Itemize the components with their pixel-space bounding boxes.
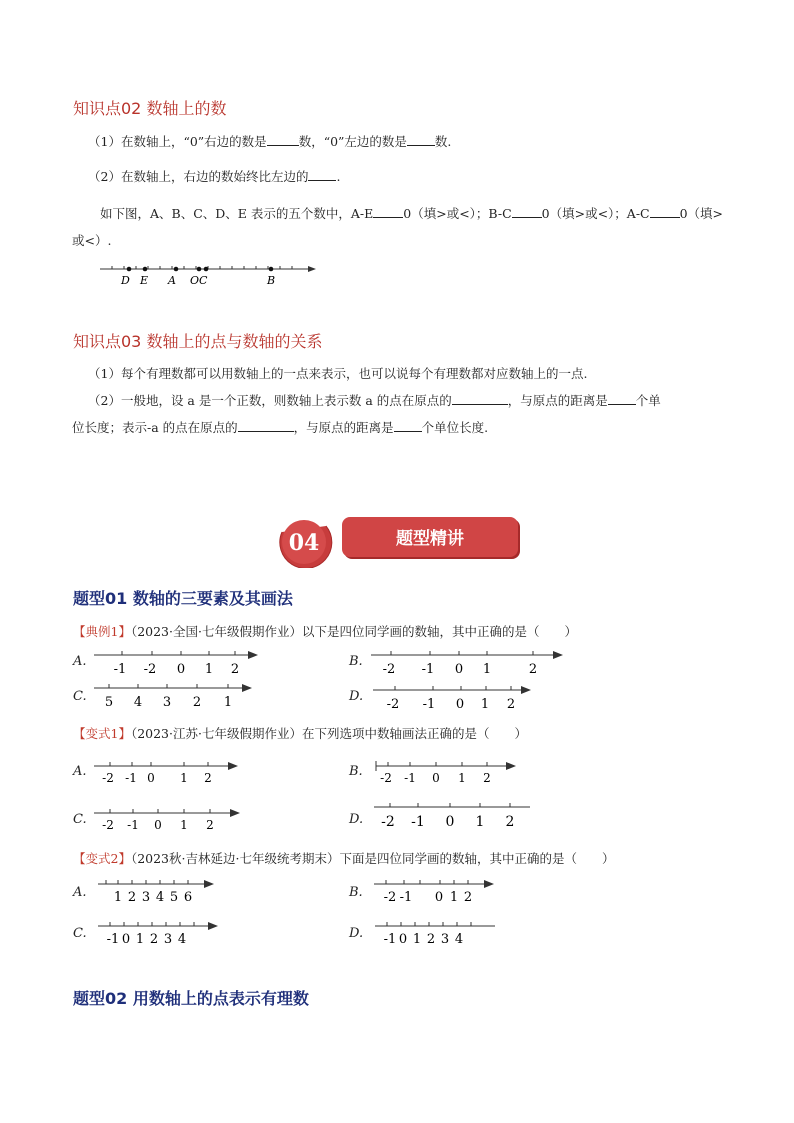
svg-text:4: 4 bbox=[133, 695, 143, 710]
v1-axis-a bbox=[92, 758, 242, 786]
svg-text:1: 1 bbox=[458, 771, 466, 785]
svg-text:-2: -2 bbox=[382, 662, 396, 677]
svg-text:1: 1 bbox=[180, 771, 188, 785]
svg-text:-1: -1 bbox=[127, 818, 139, 832]
label-A: A bbox=[168, 274, 176, 287]
svg-text:1: 1 bbox=[223, 695, 233, 710]
svg-text:3: 3 bbox=[163, 932, 173, 946]
v2-axis-a bbox=[96, 876, 216, 904]
svg-text:4: 4 bbox=[454, 932, 464, 946]
t02-title: 题型02 用数轴上的点表示有理数 bbox=[73, 989, 309, 1008]
svg-text:-1: -1 bbox=[125, 771, 137, 785]
label-C: C bbox=[199, 274, 208, 287]
svg-text:4: 4 bbox=[155, 890, 165, 904]
kp03-line1: （1）每个有理数都可以用数轴上的一点来表示，也可以说每个有理数都对应数轴上的一点. bbox=[88, 366, 588, 381]
kp02-line3: 如下图，A、B、C、D、E 表示的五个数中，A-E 0（填>或<）；B-C 0（填>或<）；A-C 0（填> bbox=[100, 206, 724, 221]
svg-text:1: 1 bbox=[180, 818, 188, 832]
ex1-question: 【典例1】（2023·全国·七年级假期作业）以下是四位同学画的数轴，其中正确的是（ ） bbox=[73, 624, 577, 639]
svg-text:2: 2 bbox=[192, 695, 202, 710]
ex1-axis-c bbox=[92, 680, 264, 710]
v2-opt-d: D. bbox=[349, 926, 364, 941]
svg-text:0: 0 bbox=[154, 818, 162, 832]
v2-opt-a: A. bbox=[73, 885, 87, 900]
v2-question: 【变式2】（2023秋·吉林延边·七年级统考期末）下面是四位同学画的数轴，其中正确的是（ ） bbox=[73, 851, 615, 866]
kp02-title: 知识点02 数轴上的数 bbox=[73, 99, 227, 118]
svg-text:-2: -2 bbox=[383, 890, 397, 904]
svg-text:0: 0 bbox=[432, 771, 440, 785]
svg-text:2: 2 bbox=[528, 662, 538, 677]
kp02-line4: 或<）. bbox=[72, 233, 112, 248]
svg-text:2: 2 bbox=[206, 818, 214, 832]
svg-text:-1: -1 bbox=[383, 932, 397, 946]
v2-opt-b: B. bbox=[349, 885, 363, 900]
svg-text:-1: -1 bbox=[421, 662, 435, 677]
svg-text:2: 2 bbox=[483, 771, 491, 785]
section-number: 04 bbox=[288, 530, 320, 556]
svg-text:0: 0 bbox=[434, 890, 444, 904]
svg-text:0: 0 bbox=[455, 697, 465, 712]
svg-text:2: 2 bbox=[204, 771, 212, 785]
svg-text:3: 3 bbox=[440, 932, 450, 946]
svg-text:4: 4 bbox=[177, 932, 187, 946]
ex1-axis-d bbox=[371, 682, 537, 712]
t01-title: 题型01 数轴的三要素及其画法 bbox=[73, 589, 293, 608]
point-A bbox=[174, 267, 179, 272]
svg-text:1: 1 bbox=[412, 932, 422, 946]
section-title: 题型精讲 bbox=[396, 529, 464, 549]
svg-text:-2: -2 bbox=[380, 771, 392, 785]
point-B bbox=[269, 267, 274, 272]
label-O: O bbox=[190, 274, 200, 287]
ex1-axis-a bbox=[92, 647, 264, 677]
v1-axis-b bbox=[370, 758, 520, 786]
svg-text:-1: -1 bbox=[404, 771, 416, 785]
svg-text:1: 1 bbox=[480, 697, 490, 712]
svg-text:0: 0 bbox=[147, 771, 155, 785]
svg-text:1: 1 bbox=[204, 662, 214, 677]
svg-text:3: 3 bbox=[162, 695, 172, 710]
svg-text:-2: -2 bbox=[381, 814, 395, 830]
svg-text:1: 1 bbox=[135, 932, 145, 946]
v2-axis-b bbox=[372, 876, 498, 904]
point-O bbox=[197, 267, 202, 272]
ex1-opt-a: A. bbox=[73, 654, 87, 669]
kp03-line3: 位长度；表示-a 的点在原点的 ，与原点的距离是 个单位长度. bbox=[72, 420, 489, 435]
svg-text:0: 0 bbox=[454, 662, 464, 677]
v1-question: 【变式1】（2023·江苏·七年级假期作业）在下列选项中数轴画法正确的是（ ） bbox=[73, 726, 527, 741]
svg-text:-1: -1 bbox=[113, 662, 127, 677]
svg-text:1: 1 bbox=[482, 662, 492, 677]
v2-axis-c bbox=[96, 918, 222, 946]
ex1-opt-c: C. bbox=[73, 689, 87, 704]
v1-opt-a: A. bbox=[73, 764, 87, 779]
v1-axis-d bbox=[372, 799, 534, 831]
svg-text:0: 0 bbox=[398, 932, 408, 946]
svg-text:2: 2 bbox=[506, 697, 516, 712]
svg-text:-1: -1 bbox=[106, 932, 120, 946]
kp03-line2: （2）一般地，设 a 是一个正数，则数轴上表示数 a 的点在原点的 ，与原点的距离是 个单 bbox=[88, 393, 661, 408]
ex1-axis-b bbox=[369, 647, 569, 677]
svg-text:1: 1 bbox=[449, 890, 459, 904]
svg-text:1: 1 bbox=[113, 890, 123, 904]
svg-text:-1: -1 bbox=[411, 814, 425, 830]
svg-text:5: 5 bbox=[169, 890, 179, 904]
svg-text:2: 2 bbox=[505, 814, 515, 830]
svg-text:-1: -1 bbox=[399, 890, 413, 904]
v1-opt-d: D. bbox=[349, 812, 364, 827]
v2-axis-d bbox=[373, 918, 499, 946]
svg-text:2: 2 bbox=[463, 890, 473, 904]
svg-text:6: 6 bbox=[183, 890, 193, 904]
svg-text:-2: -2 bbox=[102, 818, 114, 832]
svg-text:-2: -2 bbox=[102, 771, 114, 785]
point-C bbox=[204, 267, 209, 272]
svg-text:2: 2 bbox=[426, 932, 436, 946]
svg-text:2: 2 bbox=[230, 662, 240, 677]
ex1-opt-d: D. bbox=[349, 689, 364, 704]
v1-opt-c: C. bbox=[73, 812, 87, 827]
label-B: B bbox=[267, 274, 276, 287]
svg-text:3: 3 bbox=[141, 890, 151, 904]
svg-text:1: 1 bbox=[475, 814, 485, 830]
svg-text:0: 0 bbox=[445, 814, 455, 830]
kp02-line2: （2）在数轴上，右边的数始终比左边的 . bbox=[88, 169, 341, 184]
label-D: D bbox=[121, 274, 130, 287]
point-E bbox=[143, 267, 148, 272]
kp03-title: 知识点03 数轴上的点与数轴的关系 bbox=[73, 332, 323, 351]
kp02-line1: （1）在数轴上，“0”右边的数是 数，“0”左边的数是 数. bbox=[88, 134, 452, 149]
svg-text:2: 2 bbox=[149, 932, 159, 946]
svg-text:5: 5 bbox=[104, 695, 114, 710]
kp02-number-line bbox=[96, 258, 320, 290]
ex1-opt-b: B. bbox=[349, 654, 363, 669]
svg-text:2: 2 bbox=[127, 890, 137, 904]
section-badge bbox=[272, 516, 716, 568]
svg-text:-2: -2 bbox=[386, 697, 400, 712]
v1-axis-c bbox=[92, 805, 242, 833]
v1-opt-b: B. bbox=[349, 764, 363, 779]
v2-opt-c: C. bbox=[73, 926, 87, 941]
label-E: E bbox=[140, 274, 149, 287]
svg-text:-1: -1 bbox=[422, 697, 436, 712]
svg-text:-2: -2 bbox=[143, 662, 157, 677]
point-D bbox=[127, 267, 132, 272]
svg-text:0: 0 bbox=[121, 932, 131, 946]
svg-text:0: 0 bbox=[176, 662, 186, 677]
